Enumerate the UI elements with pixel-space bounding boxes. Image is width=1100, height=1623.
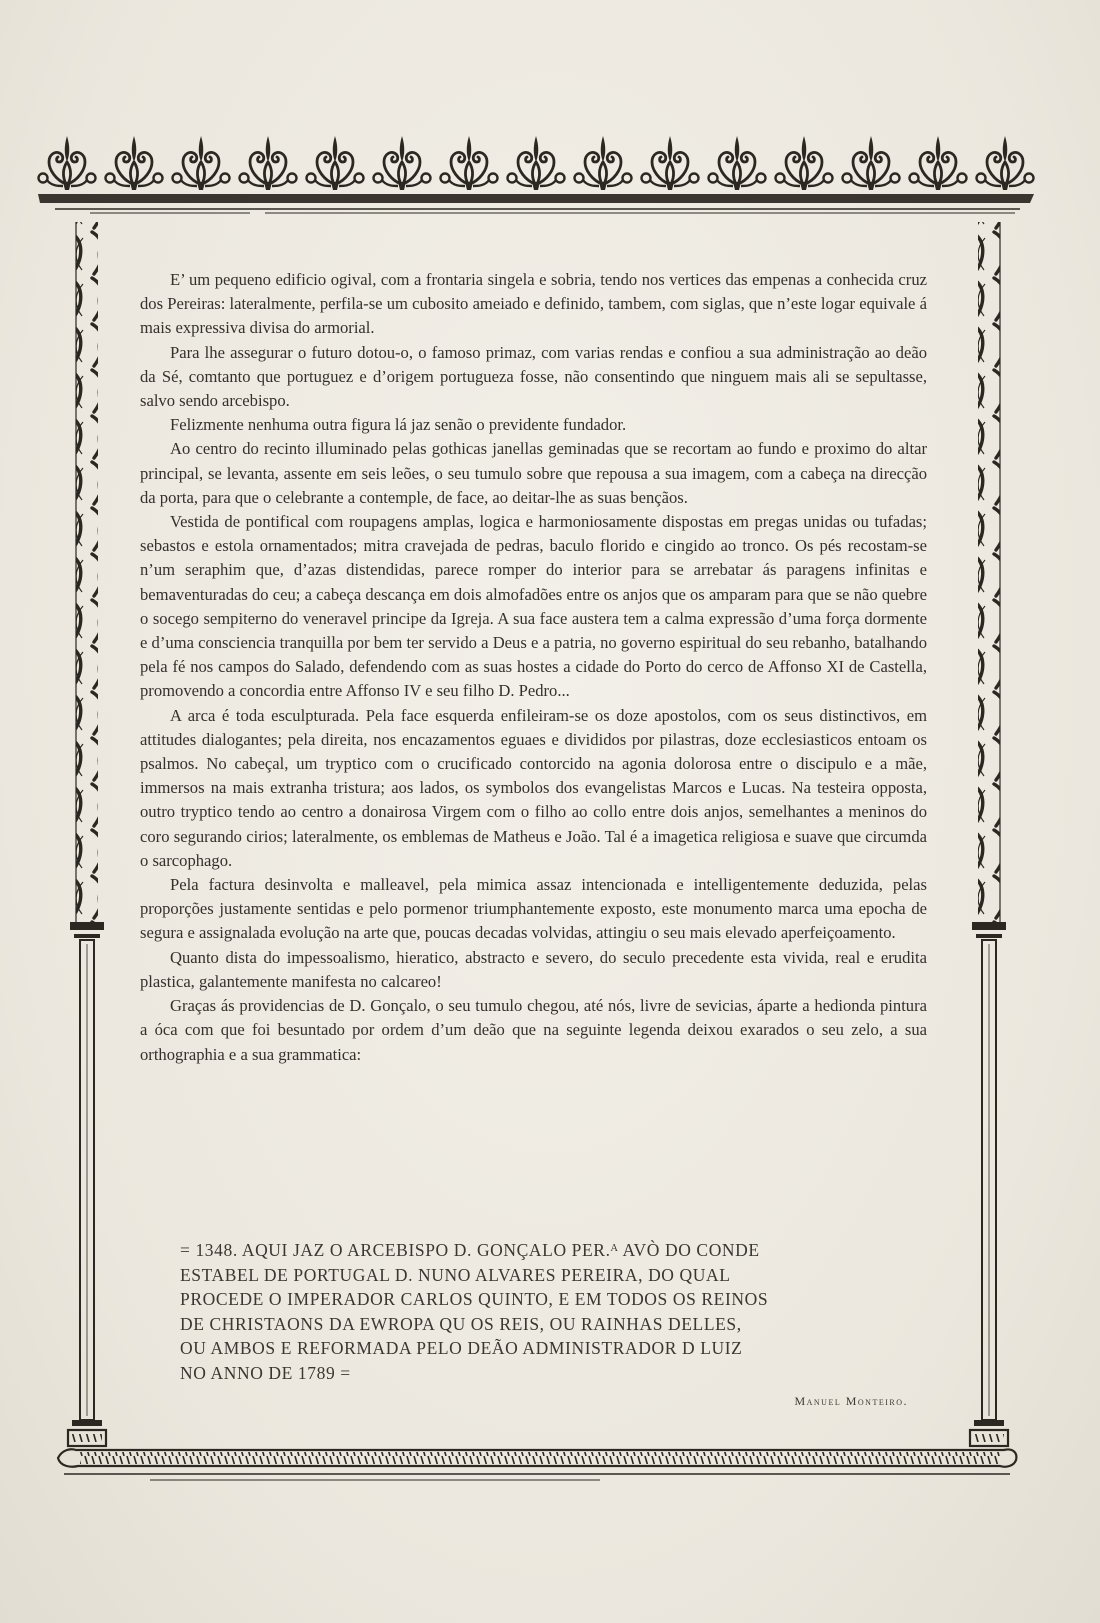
- inscription-line: OU AMBOS E REFORMADA PELO DEÃO ADMINISTRADOR D LUIZ: [180, 1338, 743, 1358]
- paragraph: Felizmente nenhuma outra figura lá jaz senão o previdente fundador.: [170, 415, 627, 435]
- paragraph: E’ um pequeno edificio ogival, com a frontaria singela e sobria, tendo nos vertices das empenas a conhecida cruz dos Pereiras: lateralmente, perfila-se um cubosito ameiado e definido, tambem, com siglas, que n’este logar equivale á mais expressiva divisa do armorial.: [140, 270, 927, 338]
- paragraph: Ao centro do recinto illuminado pelas gothicas janellas geminadas que se recortam ao fundo e proximo do altar principal, se levanta, assente em seis leões, o seu tumulo sobre que repousa a sua imagem, com a cabeça na direcção da porta, para que o celebrante a contemple, de face, ao deitar-lhe as suas bençãos.: [140, 439, 927, 507]
- inscription-line: ESTABEL DE PORTUGAL D. NUNO ALVARES PEREIRA, DO QUAL: [180, 1264, 731, 1285]
- tomb-inscription: [180, 1238, 892, 1385]
- paragraph: A arca é toda esculpturada. Pela face esquerda enfileiram-se os doze apostolos, com os seus distinctivos, em attitudes dialogantes; pela direita, nos encazamentos eguaes e divididos por pilastras, doze ecclesiasticos entoam os psalmos. No cabeçal, um tryptico com o crucificado contorcido na agonia dolorosa entre o discipulo e a mãe, immersos na mais extranha tristura; aos lados, os symbolos dos evangelistas Marcos e Lucas. Na testeira opposta, outro tryptico tendo ao centro a donairosa Virgem com o filho ao collo entre dois anjos, semelhantes a meninos do coro segurando cirios; lateralmente, os emblemas de Matheus e João. Tal é a imagetica religiosa e suave que circumda o sarcophago.: [140, 705, 927, 870]
- fleur-de-lis-icon: [441, 136, 498, 190]
- paragraph: Quanto dista do impessoalismo, hieratico, abstracto e severo, do seculo precedente esta vivida, real e erudita plastica, galantemente manifesta no calcareo!: [140, 947, 927, 991]
- inscription-line: PROCEDE O IMPERADOR CARLOS QUINTO, E EM TODOS OS REINOS: [180, 1289, 769, 1309]
- fleur-de-lis-icon: [240, 136, 297, 190]
- fleur-de-lis-icon: [642, 136, 699, 190]
- paragraph: Vestida de pontifical com roupagens amplas, logica e harmoniosamente dispostas em pregas unidas ou tufadas; sebastos e estola ornamentados; mitra cravejada de pedras, baculo florido e cingido ao tronco. Os pés recostam-se n’um seraphim que, d’azas distendidas, parece romper do interior para se arrebatar ás paragens infinitas e bemaventuradas do ceu; a cabeça descança em dois almofadões entre os anjos que os amparam para que se não quebre o socego sempiterno do veneravel principe da Igreja. A sua face austera tem a calma expressão d’uma força dormente e d’uma consciencia tranquilla por bem ter servido a Deus e a patria, no governo espiritual do seu rebanho, batalhando pela fé nos campos do Salado, defendendo com as suas hostes a cidade do Porto do cerco de Affonso XI de Castella, promovendo a concordia entre Affonso IV e seu filho D. Pedro...: [140, 512, 927, 701]
- bottom-plinth: [58, 1449, 1016, 1480]
- fleur-de-lis-icon: [374, 136, 431, 190]
- fleur-de-lis-icon: [106, 136, 163, 190]
- fleur-de-lis-icon: [575, 136, 632, 190]
- inscription-line: = 1348. AQUI JAZ O ARCEBISPO D. GONÇALO PER.ᴬ AVÒ DO CONDE: [180, 1240, 760, 1260]
- inscription-line: NO ANNO DE 1789 =: [180, 1362, 351, 1383]
- fleur-de-lis-icon: [39, 136, 96, 190]
- fleur-de-lis-icon: [776, 136, 833, 190]
- paragraph: Para lhe assegurar o futuro dotou-o, o famoso primaz, com varias rendas e confiou a sua administração ao deão da Sé, comtanto que portuguez e d’origem portugueza fosse, não consentindo que ninguem mais ali se sepultasse, salvo sendo arcebispo.: [140, 342, 927, 411]
- fleur-crest-row: [39, 136, 1034, 190]
- inscription-line: DE CHRISTAONS DA EWROPA QU OS REIS, OU RAINHAS DELLES,: [180, 1313, 742, 1334]
- fleur-de-lis-icon: [843, 136, 900, 190]
- left-column: [68, 222, 106, 1446]
- fleur-de-lis-icon: [977, 136, 1034, 190]
- right-column: [970, 222, 1008, 1446]
- fleur-de-lis-icon: [173, 136, 230, 190]
- author-signature: Manuel Monteiro.: [794, 1394, 908, 1408]
- top-cornice: [38, 194, 1034, 203]
- fleur-de-lis-icon: [508, 136, 565, 190]
- article-body: [140, 268, 927, 1067]
- paragraph: Graças ás providencias de D. Gonçalo, o seu tumulo chegou, até nós, livre de sevicias, áparte a hedionda pintura a óca com que foi besuntado por ordem d’um deão que na seguinte legenda deixou exarados o seu zelo, a sua orthographia e a sua grammatica:: [140, 996, 927, 1064]
- fleur-de-lis-icon: [709, 136, 766, 190]
- paragraph: Pela factura desinvolta e malleavel, pela mimica assaz intencionada e intelligentemente deduzida, pelas proporções justamente sentidas e pelo pormenor triumphantemente exposto, este monumento marca uma epocha de segura e assignalada evolução na arte que, poucas decadas volvidas, attingiu o seu mais elevado aperfeiçoamento.: [140, 875, 927, 943]
- fleur-de-lis-icon: [910, 136, 967, 190]
- fleur-de-lis-icon: [307, 136, 364, 190]
